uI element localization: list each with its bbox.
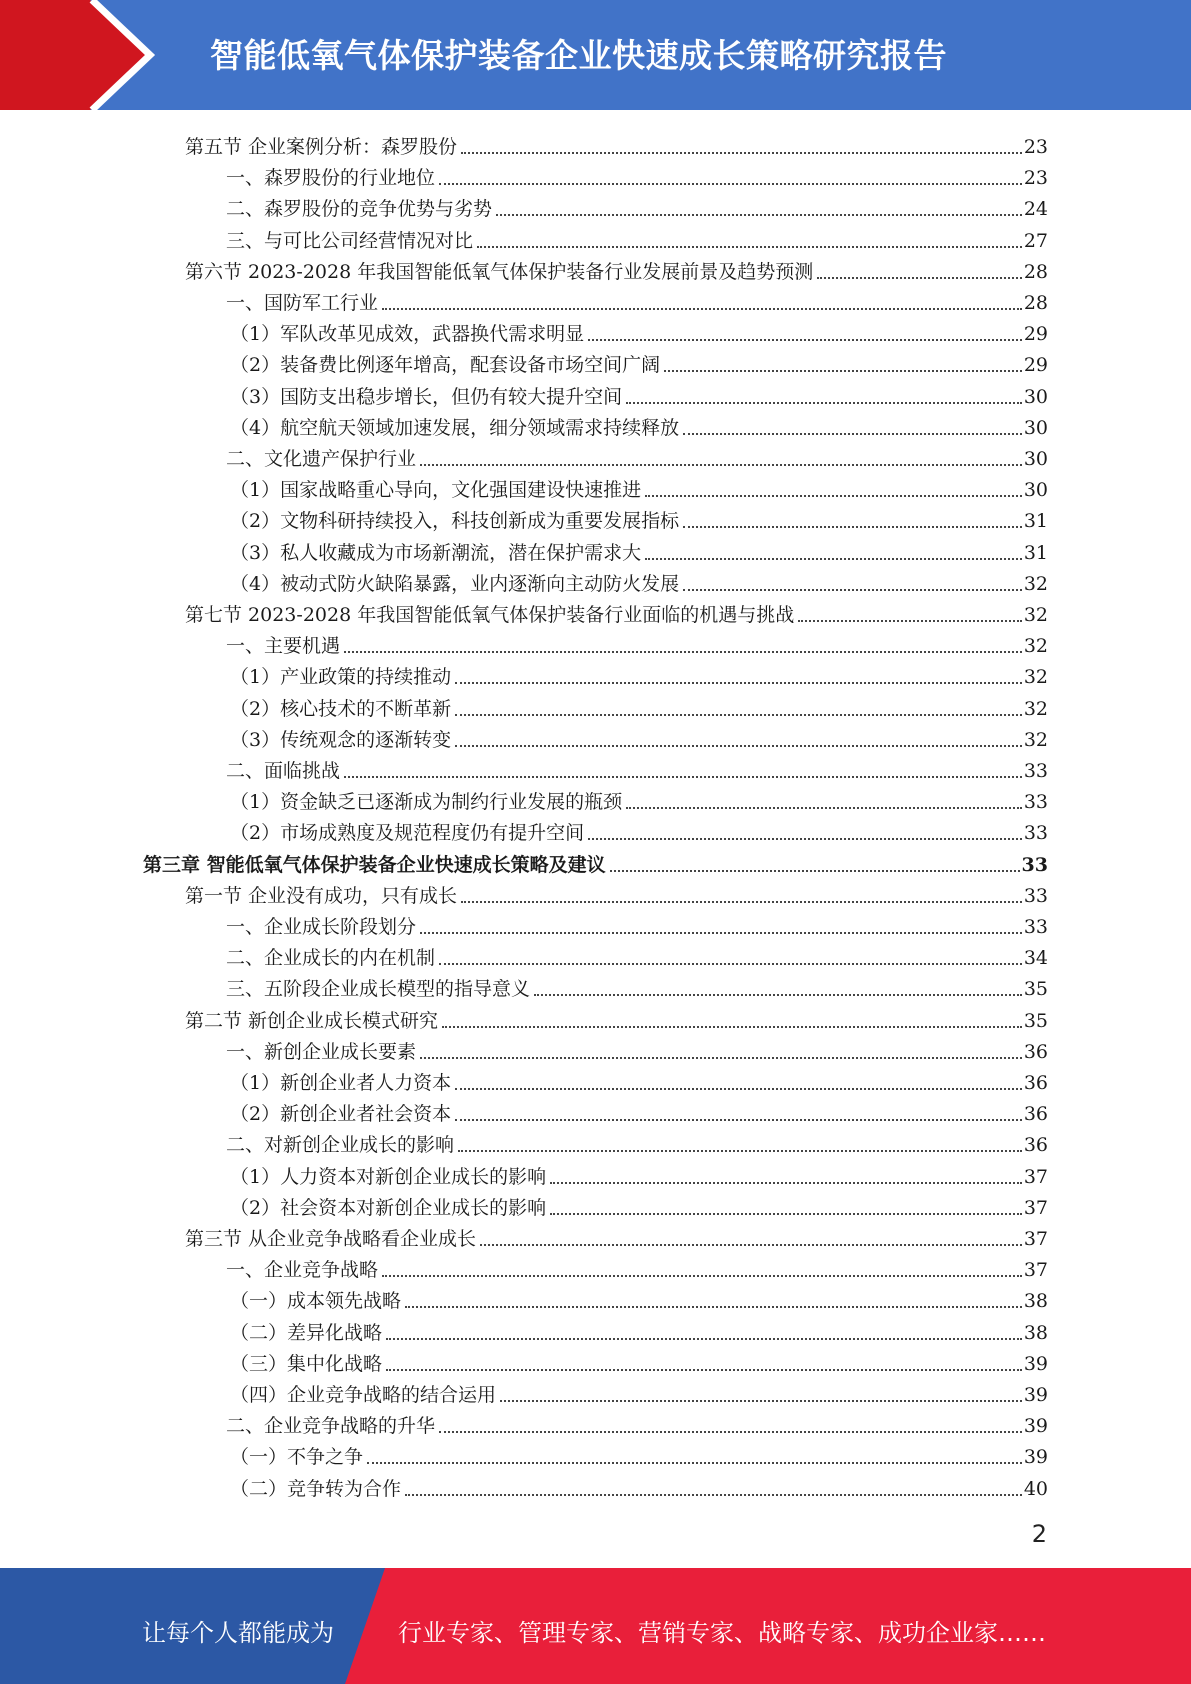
toc-entry[interactable] <box>230 1189 1048 1220</box>
toc-entry-title: （1）产业政策的持续推动 <box>230 666 452 689</box>
toc-entry[interactable] <box>230 346 1048 377</box>
toc-leader-dots <box>439 183 1022 185</box>
toc-leader-dots <box>477 246 1022 248</box>
toc-entry[interactable] <box>185 1220 1048 1251</box>
toc-entry-title: 二、面临挑战 <box>226 760 341 782</box>
toc-entry-title: 三、五阶段企业成长模型的指导意义 <box>226 978 531 1001</box>
toc-entry-page: 23 <box>1023 136 1048 158</box>
toc-leader-dots <box>382 308 1022 310</box>
toc-entry[interactable] <box>230 534 1048 565</box>
toc-entry[interactable] <box>226 1126 1048 1157</box>
toc-entry-title: 一、企业成长阶段划分 <box>226 916 417 938</box>
toc-entry-page: 39 <box>1023 1446 1048 1469</box>
toc-entry-title: （四）企业竞争战略的结合运用 <box>230 1384 497 1406</box>
toc-entry-page: 33 <box>1023 884 1048 907</box>
toc-entry[interactable] <box>230 1064 1048 1095</box>
toc-entry-page: 33 <box>1023 916 1048 938</box>
toc-leader-dots <box>626 807 1022 809</box>
toc-entry-page: 30 <box>1023 448 1048 470</box>
toc-entry[interactable] <box>226 970 1048 1001</box>
toc-leader-dots <box>382 1275 1022 1277</box>
toc-entry[interactable] <box>226 627 1048 658</box>
toc-entry-page: 33 <box>1023 822 1048 845</box>
toc-leader-dots <box>461 901 1022 903</box>
toc-entry-page: 37 <box>1023 1165 1048 1188</box>
toc-leader-dots <box>405 1306 1022 1308</box>
toc-leader-dots <box>626 402 1022 404</box>
toc-entry[interactable] <box>230 315 1048 346</box>
toc-entry-title: （2）装备费比例逐年增高，配套设备市场空间广阔 <box>230 354 661 377</box>
toc-entry-title: （2）社会资本对新创企业成长的影响 <box>230 1196 547 1219</box>
footer-slogan-left: 让每个人都能成为 <box>142 1619 334 1647</box>
toc-entry-page: 37 <box>1023 1196 1048 1219</box>
header-red-arrow <box>0 0 148 110</box>
toc-leader-dots <box>645 558 1022 560</box>
toc-entry[interactable] <box>230 783 1048 814</box>
toc-entry-title: 第五节 企业案例分析：森罗股份 <box>185 136 458 158</box>
toc-entry[interactable] <box>143 846 1048 877</box>
toc-entry[interactable] <box>230 1438 1048 1469</box>
toc-entry-page: 39 <box>1023 1415 1048 1438</box>
toc-entry-title: 二、企业成长的内在机制 <box>226 947 436 970</box>
toc-entry[interactable] <box>230 1282 1048 1313</box>
toc-entry-page: 35 <box>1023 1009 1048 1032</box>
toc-entry[interactable] <box>230 409 1048 440</box>
toc-entry[interactable] <box>226 222 1048 253</box>
toc-entry[interactable] <box>230 1345 1048 1376</box>
report-title: 智能低氧气体保护装备企业快速成长策略研究报告 <box>210 36 947 75</box>
toc-entry-page: 36 <box>1023 1040 1048 1063</box>
toc-entry-page: 38 <box>1023 1321 1048 1344</box>
toc-leader-dots <box>496 214 1022 216</box>
toc-entry-title: （1）国家战略重心导向，文化强国建设快速推进 <box>230 479 642 502</box>
toc-entry-page: 37 <box>1023 1259 1048 1282</box>
toc-entry[interactable] <box>226 908 1048 939</box>
toc-entry[interactable] <box>230 658 1048 689</box>
toc-entry[interactable] <box>185 128 1048 159</box>
footer-slogan-right: 行业专家、管理专家、营销专家、战略专家、成功企业家…… <box>398 1619 1046 1647</box>
toc-entry[interactable] <box>226 440 1048 471</box>
toc-entry-title: 一、主要机遇 <box>226 635 341 658</box>
toc-entry-page: 32 <box>1023 604 1048 626</box>
toc-entry[interactable] <box>226 159 1048 190</box>
toc-leader-dots <box>344 651 1022 653</box>
toc-leader-dots <box>344 776 1022 778</box>
header-banner <box>0 0 1191 110</box>
toc-entry-page: 32 <box>1023 572 1048 595</box>
toc-entry[interactable] <box>230 565 1048 596</box>
toc-entry-title: （三）集中化战略 <box>230 1352 383 1375</box>
toc-leader-dots <box>367 1462 1022 1464</box>
toc-entry-page: 32 <box>1023 666 1048 689</box>
toc-entry[interactable] <box>230 1314 1048 1345</box>
toc-entry-title: （二）差异化战略 <box>230 1321 383 1344</box>
toc-entry[interactable] <box>230 690 1048 721</box>
toc-entry-page: 32 <box>1023 697 1048 720</box>
toc-leader-dots <box>817 277 1022 279</box>
toc-leader-dots <box>534 994 1022 996</box>
toc-leader-dots <box>683 433 1022 435</box>
toc-leader-dots <box>455 1088 1022 1090</box>
toc-entry-title: （一）不争之争 <box>230 1446 364 1469</box>
toc-entry[interactable] <box>230 1376 1048 1407</box>
toc-entry[interactable] <box>226 284 1048 315</box>
toc-entry-page: 33 <box>1021 853 1048 876</box>
toc-entry-page: 36 <box>1023 1103 1048 1126</box>
toc-leader-dots <box>550 1213 1022 1215</box>
toc-entry[interactable] <box>230 814 1048 845</box>
toc-entry-title: 第三章 智能低氧气体保护装备企业快速成长策略及建议 <box>143 853 606 876</box>
toc-leader-dots <box>480 1244 1022 1246</box>
toc-leader-dots <box>442 1026 1022 1028</box>
toc-entry-title: （2）文物科研持续投入，科技创新成为重要发展指标 <box>230 510 680 533</box>
toc-entry[interactable] <box>230 471 1048 502</box>
toc-entry[interactable] <box>226 190 1048 221</box>
footer-banner <box>0 1568 1191 1684</box>
toc-leader-dots <box>455 714 1022 716</box>
toc-entry-page: 28 <box>1023 292 1048 314</box>
toc-entry[interactable] <box>226 939 1048 970</box>
toc-entry-title: 第一节 企业没有成功，只有成长 <box>185 884 458 907</box>
toc-entry-page: 23 <box>1023 167 1048 190</box>
toc-entry-page: 34 <box>1023 947 1048 970</box>
toc-entry-page: 38 <box>1023 1290 1048 1313</box>
toc-entry-title: 一、企业竞争战略 <box>226 1259 379 1282</box>
toc-entry-title: 二、企业竞争战略的升华 <box>226 1415 436 1438</box>
toc-leader-dots <box>439 1431 1022 1433</box>
toc-leader-dots <box>500 1400 1022 1402</box>
toc-entry-title: （3）私人收藏成为市场新潮流，潜在保护需求大 <box>230 541 642 564</box>
toc-entry-title: （二）竞争转为合作 <box>230 1477 402 1500</box>
toc-entry-title: （1）人力资本对新创企业成长的影响 <box>230 1165 547 1188</box>
toc-entry-title: （3）国防支出稳步增长，但仍有较大提升空间 <box>230 385 623 408</box>
toc-entry-page: 29 <box>1023 323 1048 346</box>
toc-entry-title: （1）军队改革见成效，武器换代需求明显 <box>230 323 585 346</box>
toc-leader-dots <box>455 745 1022 747</box>
toc-leader-dots <box>645 495 1022 497</box>
toc-leader-dots <box>683 589 1022 591</box>
toc-entry-page: 40 <box>1023 1477 1048 1500</box>
toc-leader-dots <box>439 963 1022 965</box>
toc-leader-dots <box>386 1369 1022 1371</box>
toc-entry-title: 二、对新创企业成长的影响 <box>226 1134 455 1157</box>
toc-entry-page: 24 <box>1023 198 1048 221</box>
toc-entry[interactable] <box>230 1095 1048 1126</box>
toc-entry-title: 二、文化遗产保护行业 <box>226 448 417 470</box>
toc-entry-page: 36 <box>1023 1072 1048 1094</box>
toc-leader-dots <box>386 1338 1022 1340</box>
toc-entry[interactable] <box>230 502 1048 533</box>
toc-leader-dots <box>420 464 1022 466</box>
toc-leader-dots <box>420 932 1022 934</box>
toc-entry-page: 36 <box>1023 1134 1048 1157</box>
toc-entry-title: （4）航空航天领域加速发展，细分领域需求持续释放 <box>230 416 680 439</box>
toc-entry-page: 33 <box>1023 791 1048 814</box>
toc-leader-dots <box>610 870 1020 872</box>
toc-entry[interactable] <box>226 752 1048 783</box>
toc-entry-title: 第七节 2023-2028 年我国智能低氧气体保护装备行业面临的机遇与挑战 <box>185 604 795 626</box>
toc-entry-title: 第三节 从企业竞争战略看企业成长 <box>185 1228 477 1250</box>
toc-entry-title: （一）成本领先战略 <box>230 1290 402 1313</box>
toc-entry-title: 一、森罗股份的行业地位 <box>226 167 436 190</box>
toc-entry-page: 27 <box>1023 229 1048 252</box>
toc-entry[interactable] <box>230 378 1048 409</box>
toc-entry-page: 33 <box>1023 760 1048 782</box>
toc-entry-page: 39 <box>1023 1352 1048 1375</box>
toc-entry-title: （1）资金缺乏已逐渐成为制约行业发展的瓶颈 <box>230 791 623 814</box>
toc-leader-dots <box>798 620 1022 622</box>
toc-leader-dots <box>405 1494 1022 1496</box>
toc-entry-page: 30 <box>1023 385 1048 408</box>
toc-leader-dots <box>588 339 1022 341</box>
toc-entry-page: 31 <box>1023 541 1048 564</box>
toc-entry-page: 32 <box>1023 728 1048 751</box>
toc-entry[interactable] <box>226 1251 1048 1282</box>
toc-entry-title: （3）传统观念的逐渐转变 <box>230 728 452 751</box>
toc-entry-title: 一、新创企业成长要素 <box>226 1040 417 1063</box>
toc-entry-page: 35 <box>1023 978 1048 1001</box>
page-number: 2 <box>1031 1520 1047 1548</box>
toc-entry-title: 三、与可比公司经营情况对比 <box>226 229 474 252</box>
toc-entry-page: 39 <box>1023 1384 1048 1406</box>
toc-entry-title: 二、森罗股份的竞争优势与劣势 <box>226 198 493 221</box>
toc-entry-page: 31 <box>1023 510 1048 533</box>
toc-leader-dots <box>664 370 1022 372</box>
toc-leader-dots <box>458 1150 1022 1152</box>
toc-entry-page: 29 <box>1023 354 1048 377</box>
toc-leader-dots <box>455 682 1022 684</box>
toc-entry-page: 32 <box>1023 635 1048 658</box>
toc-entry[interactable] <box>185 877 1048 908</box>
toc-entry[interactable] <box>230 721 1048 752</box>
toc-entry[interactable] <box>226 1033 1048 1064</box>
toc-entry[interactable] <box>185 1002 1048 1033</box>
toc-entry-title: （4）被动式防火缺陷暴露，业内逐渐向主动防火发展 <box>230 572 680 595</box>
toc-leader-dots <box>683 526 1022 528</box>
toc-entry-page: 30 <box>1023 416 1048 439</box>
toc-entry-page: 30 <box>1023 479 1048 502</box>
toc-entry-title: 一、国防军工行业 <box>226 292 379 314</box>
toc-entry-page: 37 <box>1023 1228 1048 1250</box>
toc-entry-title: 第六节 2023-2028 年我国智能低氧气体保护装备行业发展前景及趋势预测 <box>185 260 814 283</box>
toc-entry[interactable] <box>230 1470 1048 1501</box>
toc-entry[interactable] <box>226 1407 1048 1438</box>
toc-entry-title: （2）新创企业者社会资本 <box>230 1103 452 1126</box>
toc-entry-title: （1）新创企业者人力资本 <box>230 1072 452 1094</box>
toc-leader-dots <box>461 152 1022 154</box>
toc-entry-page: 28 <box>1023 260 1048 283</box>
toc-entry[interactable] <box>230 1158 1048 1189</box>
toc-entry[interactable] <box>185 253 1048 284</box>
toc-entry-title: （2）市场成熟度及规范程度仍有提升空间 <box>230 822 585 845</box>
toc-leader-dots <box>455 1119 1022 1121</box>
toc-leader-dots <box>550 1182 1022 1184</box>
toc-leader-dots <box>588 838 1022 840</box>
toc-leader-dots <box>420 1057 1022 1059</box>
toc-entry[interactable] <box>185 596 1048 627</box>
toc-entry-title: （2）核心技术的不断革新 <box>230 697 452 720</box>
toc-entry-title: 第二节 新创企业成长模式研究 <box>185 1009 439 1032</box>
